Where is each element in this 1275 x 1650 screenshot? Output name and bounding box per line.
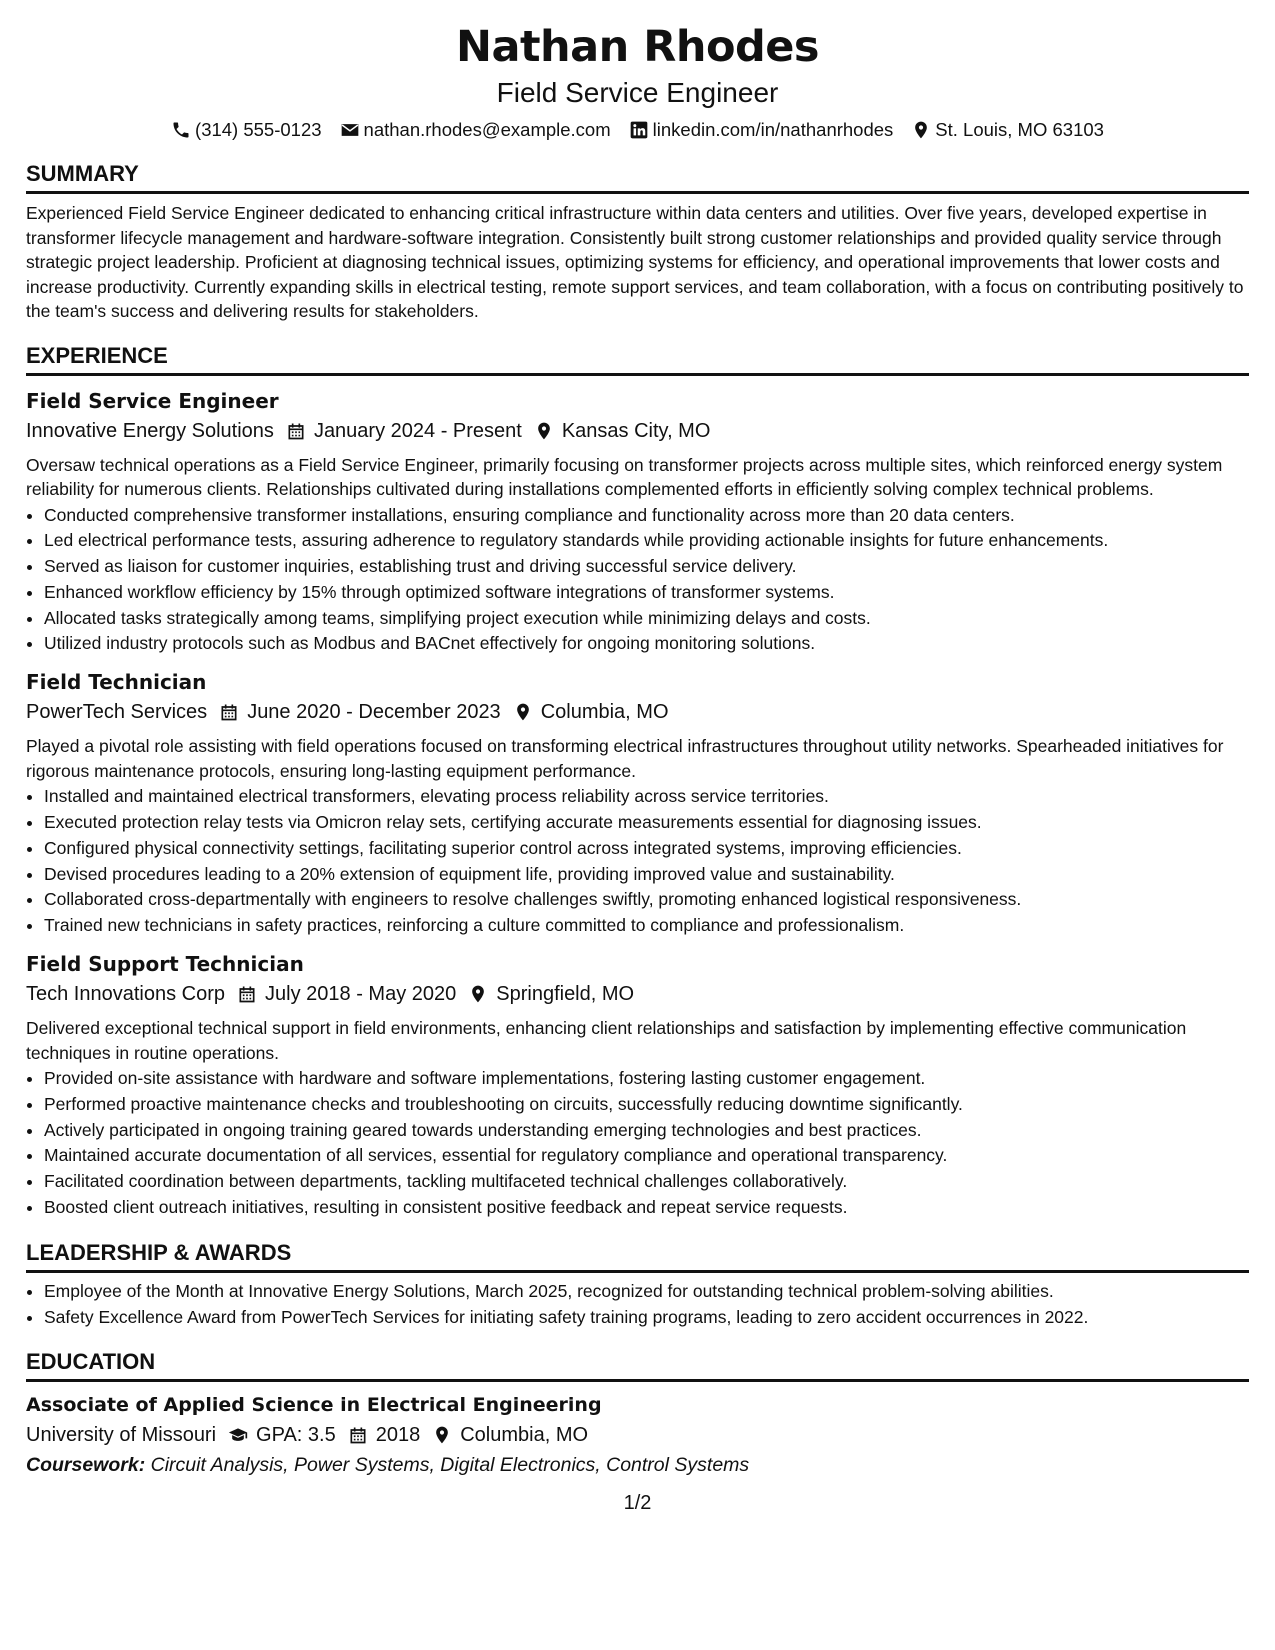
graduation-cap-icon [228, 1425, 248, 1445]
job-company: Innovative Energy Solutions [26, 419, 274, 442]
candidate-name: Nathan Rhodes [455, 22, 820, 72]
linkedin-text[interactable]: linkedin.com/in/nathanrhodes [652, 119, 894, 140]
list-item: • Actively participated in ongoing training geared towards understanding emerging technologies and best practices. [44, 1118, 1249, 1144]
list-item: • Collaborated cross-departmentally with engineers to resolve challenges swiftly, promoting enhanced logistical responsiveness. [44, 887, 1249, 913]
location-pin-icon [432, 1425, 452, 1445]
page-number: 1/2 [623, 1492, 652, 1514]
awards-list [26, 1279, 1249, 1331]
list-item: • Installed and maintained electrical transformers, elevating process reliability across service territories. [44, 784, 1249, 810]
list-item: • Served as liaison for customer inquiries, establishing trust and driving successful service delivery. [44, 554, 1249, 580]
education-heading: EDUCATION [26, 1348, 1249, 1382]
job-company: PowerTech Services [26, 701, 208, 724]
job-bullets [26, 503, 1249, 658]
list-item: • Boosted client outreach initiatives, resulting in consistent positive feedback and repeat service requests. [44, 1195, 1249, 1221]
list-item: • Maintained accurate documentation of all services, essential for regulatory compliance and operational transparency. [44, 1143, 1249, 1169]
list-item: • Executed protection relay tests via Omicron relay sets, certifying accurate measurements essential for diagnosing issues. [44, 810, 1249, 836]
awards-heading: LEADERSHIP & AWARDS [26, 1239, 1249, 1273]
list-item: • Safety Excellence Award from PowerTech Services for initiating safety training programs, leading to zero accident occurrences in 2022. [44, 1305, 1249, 1331]
contact-location [911, 118, 1104, 142]
job-company: Tech Innovations Corp [26, 983, 226, 1006]
job-description: Delivered exceptional technical support in field environments, enhancing client relationships and satisfaction by implementing effective communication techniques in routine operations. [26, 1018, 1187, 1063]
job-location: Springfield, MO [496, 983, 635, 1006]
list-item: • Utilized industry protocols such as Modbus and BACnet effectively for ongoing monitoring solutions. [44, 631, 1249, 657]
calendar-icon [237, 984, 257, 1004]
list-item: • Allocated tasks strategically among teams, simplifying project execution while minimizing delays and costs. [44, 606, 1249, 632]
phone-text: (314) 555-0123 [195, 119, 322, 140]
contact-line [26, 118, 1249, 142]
coursework [26, 1450, 1249, 1480]
list-item: • Employee of the Month at Innovative Energy Solutions, March 2025, recognized for outstanding technical problem-solving abilities. [44, 1279, 1249, 1305]
job-meta [26, 697, 1249, 727]
job-title: Field Service Engineer [26, 388, 279, 413]
degree-title: Associate of Applied Science in Electrical Engineering [26, 1394, 602, 1417]
list-item: • Conducted comprehensive transformer installations, ensuring compliance and functionality across more than 20 data centers. [44, 503, 1249, 529]
linkedin-icon [629, 120, 649, 140]
email-icon [340, 120, 360, 140]
job-entry [26, 949, 1249, 1221]
location-pin-icon [513, 702, 533, 722]
list-item: • Led electrical performance tests, assuring adherence to regulatory standards while providing actionable insights for future enhancements. [44, 528, 1249, 554]
resume-header [26, 20, 1249, 142]
candidate-title: Field Service Engineer [496, 77, 779, 108]
job-location: Columbia, MO [540, 701, 669, 724]
job-title: Field Technician [26, 670, 207, 695]
coursework-list: Circuit Analysis, Power Systems, Digital Electronics, Control Systems [150, 1454, 750, 1477]
job-entry [26, 386, 1249, 658]
location-pin-icon [911, 120, 931, 140]
contact-linkedin[interactable] [629, 118, 894, 142]
job-dates: January 2024 - Present [313, 419, 522, 442]
job-bullets [26, 784, 1249, 939]
contact-phone [171, 118, 322, 142]
experience-heading: EXPERIENCE [26, 342, 1249, 376]
location-pin-icon [534, 421, 554, 441]
job-meta [26, 979, 1249, 1009]
graduation-year: 2018 [375, 1424, 421, 1447]
calendar-icon [219, 702, 239, 722]
list-item: • Performed proactive maintenance checks and troubleshooting on circuits, successfully reducing downtime significantly. [44, 1092, 1249, 1118]
job-description: Played a pivotal role assisting with field operations focused on transforming electrical infrastructures throughout utility networks. Spearheaded initiatives for rigorous maintenance protocols, ensuring long-lasting equipment performance. [26, 736, 1224, 781]
location-pin-icon [468, 984, 488, 1004]
phone-icon [171, 120, 191, 140]
job-meta [26, 416, 1249, 446]
job-entry [26, 667, 1249, 939]
list-item: • Devised procedures leading to a 20% extension of equipment life, providing improved value and sustainability. [44, 862, 1249, 888]
summary-text: Experienced Field Service Engineer dedicated to enhancing critical infrastructure within data centers and utilities. Over five years, developed expertise in transformer lifecycle management and hardware-software integration. Consistently built strong customer relationships and provided quality service through strategic project leadership. Proficient at diagnosing technical issues, optimizing systems for efficiency, and operational improvements that lower costs and increase productivity. Currently expanding skills in electrical testing, remote support services, and team collaboration, with a focus on contributing positively to the team's success and delivering results for stakeholders. [26, 203, 1244, 321]
coursework-label: Coursework: [26, 1454, 146, 1477]
education-meta [26, 1420, 1249, 1450]
list-item: • Configured physical connectivity settings, facilitating superior control across integrated systems, improving efficiencies. [44, 836, 1249, 862]
summary-heading: SUMMARY [26, 160, 1249, 194]
list-item: • Trained new technicians in safety practices, reinforcing a culture committed to compliance and professionalism. [44, 913, 1249, 939]
job-location: Kansas City, MO [561, 419, 711, 442]
job-title: Field Support Technician [26, 952, 304, 977]
location-text: St. Louis, MO 63103 [935, 119, 1104, 140]
job-description: Oversaw technical operations as a Field Service Engineer, primarily focusing on transformer projects across multiple sites, which reinforced energy system reliability for numerous clients. Relationships cultivated during installations complemented efforts in efficiently solving complex technical problems. [26, 454, 1223, 499]
school-name: University of Missouri [26, 1424, 217, 1447]
calendar-icon [348, 1425, 368, 1445]
list-item: • Facilitated coordination between departments, tackling multifaceted technical challenges collaboratively. [44, 1169, 1249, 1195]
job-dates: June 2020 - December 2023 [247, 701, 501, 724]
gpa: GPA: 3.5 [256, 1424, 336, 1447]
calendar-icon [286, 421, 306, 441]
school-location: Columbia, MO [460, 1424, 589, 1447]
job-bullets [26, 1066, 1249, 1221]
contact-email[interactable] [340, 118, 611, 142]
list-item: • Enhanced workflow efficiency by 15% through optimized software integrations of transformer systems. [44, 580, 1249, 606]
job-dates: July 2018 - May 2020 [265, 983, 457, 1006]
email-text[interactable]: nathan.rhodes@example.com [363, 119, 611, 140]
list-item: • Provided on-site assistance with hardware and software implementations, fostering lasting customer engagement. [44, 1066, 1249, 1092]
